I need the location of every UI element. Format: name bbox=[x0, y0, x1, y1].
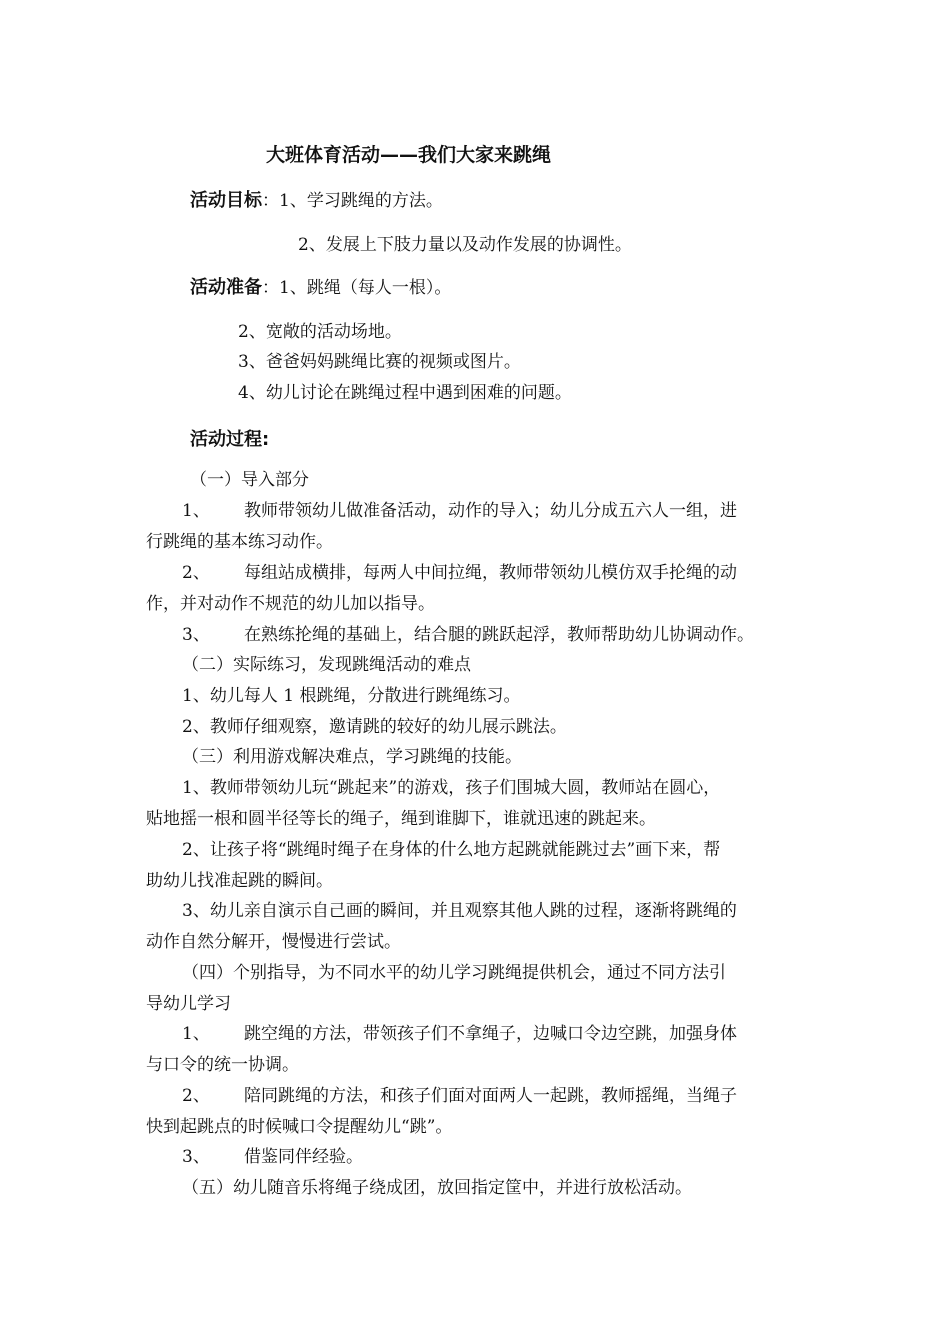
s1-item-2-num: 2、 bbox=[182, 563, 210, 583]
goals-heading: 活动目标 bbox=[190, 190, 262, 211]
s1-item-3-num: 3、 bbox=[182, 625, 210, 645]
goals-item-1: 1、学习跳绳的方法。 bbox=[279, 191, 443, 211]
prep-item-2: 2、宽敞的活动场地。 bbox=[238, 322, 402, 342]
s4-item-1-text: 跳空绳的方法，带领孩子们不拿绳子，边喊口令边空跳，加强身体 bbox=[244, 1024, 737, 1044]
goals-sep: ： bbox=[262, 191, 279, 211]
s4-item-3-line-a bbox=[182, 1146, 363, 1168]
s3-item-2-line-a: 2、让孩子将“跳绳时绳子在身体的什么地方起跳就能跳过去”画下来，帮 bbox=[182, 840, 721, 860]
s4-item-2-line-a bbox=[182, 1085, 737, 1107]
process-heading: 活动过程: bbox=[190, 429, 270, 450]
s3-item-2-line-b: 助幼儿找准起跳的瞬间。 bbox=[146, 871, 333, 891]
s4-item-2-line-b: 快到起跳点的时候喊口令提醒幼儿“跳”。 bbox=[146, 1117, 453, 1137]
prep-line-1 bbox=[190, 277, 451, 299]
s1-item-2-text: 每组站成横排，每两人中间拉绳，教师带领幼儿模仿双手抡绳的动 bbox=[244, 563, 737, 583]
s4-item-3-num: 3、 bbox=[182, 1147, 210, 1167]
s4-item-1-line-a bbox=[182, 1023, 737, 1045]
s3-item-1-line-b: 贴地摇一根和圆半径等长的绳子，绳到谁脚下，谁就迅速的跳起来。 bbox=[146, 809, 656, 829]
section-4-title-line-a: （四）个别指导，为不同水平的幼儿学习跳绳提供机会，通过不同方法引 bbox=[182, 963, 726, 983]
s1-item-3-text: 在熟练抡绳的基础上，结合腿的跳跃起浮，教师帮助幼儿协调动作。 bbox=[244, 625, 754, 645]
section-1-title: （一）导入部分 bbox=[190, 470, 309, 490]
s3-item-3-line-b: 动作自然分解开，慢慢进行尝试。 bbox=[146, 932, 401, 952]
document-title: 大班体育活动——我们大家来跳绳 bbox=[266, 144, 552, 166]
prep-item-4: 4、幼儿讨论在跳绳过程中遇到困难的问题。 bbox=[238, 383, 572, 403]
s1-item-2-line-b: 作，并对动作不规范的幼儿加以指导。 bbox=[146, 594, 435, 614]
section-4-title-line-b: 导幼儿学习 bbox=[146, 994, 231, 1014]
goals-line-1 bbox=[190, 190, 443, 212]
s4-item-2-num: 2、 bbox=[182, 1086, 210, 1106]
s4-item-1-num: 1、 bbox=[182, 1024, 210, 1044]
s4-item-2-text: 陪同跳绳的方法，和孩子们面对面两人一起跳，教师摇绳，当绳子 bbox=[244, 1086, 737, 1106]
s4-item-1-line-b: 与口令的统一协调。 bbox=[146, 1055, 299, 1075]
s3-item-3-line-a: 3、幼儿亲自演示自己画的瞬间，并且观察其他人跳的过程，逐渐将跳绳的 bbox=[182, 901, 737, 921]
s1-item-1-line-a bbox=[182, 500, 737, 522]
s4-item-3-text: 借鉴同伴经验。 bbox=[244, 1147, 363, 1167]
prep-heading: 活动准备 bbox=[190, 277, 262, 298]
s1-item-1-num: 1、 bbox=[182, 501, 210, 521]
s2-item-2: 2、教师仔细观察，邀请跳的较好的幼儿展示跳法。 bbox=[182, 717, 567, 737]
prep-sep: ： bbox=[262, 278, 279, 298]
section-3-title: （三）利用游戏解决难点，学习跳绳的技能。 bbox=[182, 747, 522, 767]
section-2-title: （二）实际练习，发现跳绳活动的难点 bbox=[182, 655, 471, 675]
s1-item-2-line-a bbox=[182, 562, 737, 584]
s3-item-1-line-a: 1、教师带领幼儿玩“跳起来”的游戏，孩子们围城大圆，教师站在圆心， bbox=[182, 778, 721, 798]
prep-item-3: 3、爸爸妈妈跳绳比赛的视频或图片。 bbox=[238, 352, 521, 372]
s2-item-1: 1、幼儿每人 1 根跳绳，分散进行跳绳练习。 bbox=[182, 686, 521, 706]
goals-item-2: 2、发展上下肢力量以及动作发展的协调性。 bbox=[298, 235, 632, 255]
prep-item-1: 1、跳绳（每人一根）。 bbox=[279, 278, 452, 298]
s1-item-1-text: 教师带领幼儿做准备活动，动作的导入；幼儿分成五六人一组，进 bbox=[244, 501, 737, 521]
s1-item-1-line-b: 行跳绳的基本练习动作。 bbox=[146, 532, 333, 552]
section-5-title: （五）幼儿随音乐将绳子绕成团，放回指定筐中，并进行放松活动。 bbox=[182, 1178, 692, 1198]
s1-item-3-line-a bbox=[182, 624, 754, 646]
